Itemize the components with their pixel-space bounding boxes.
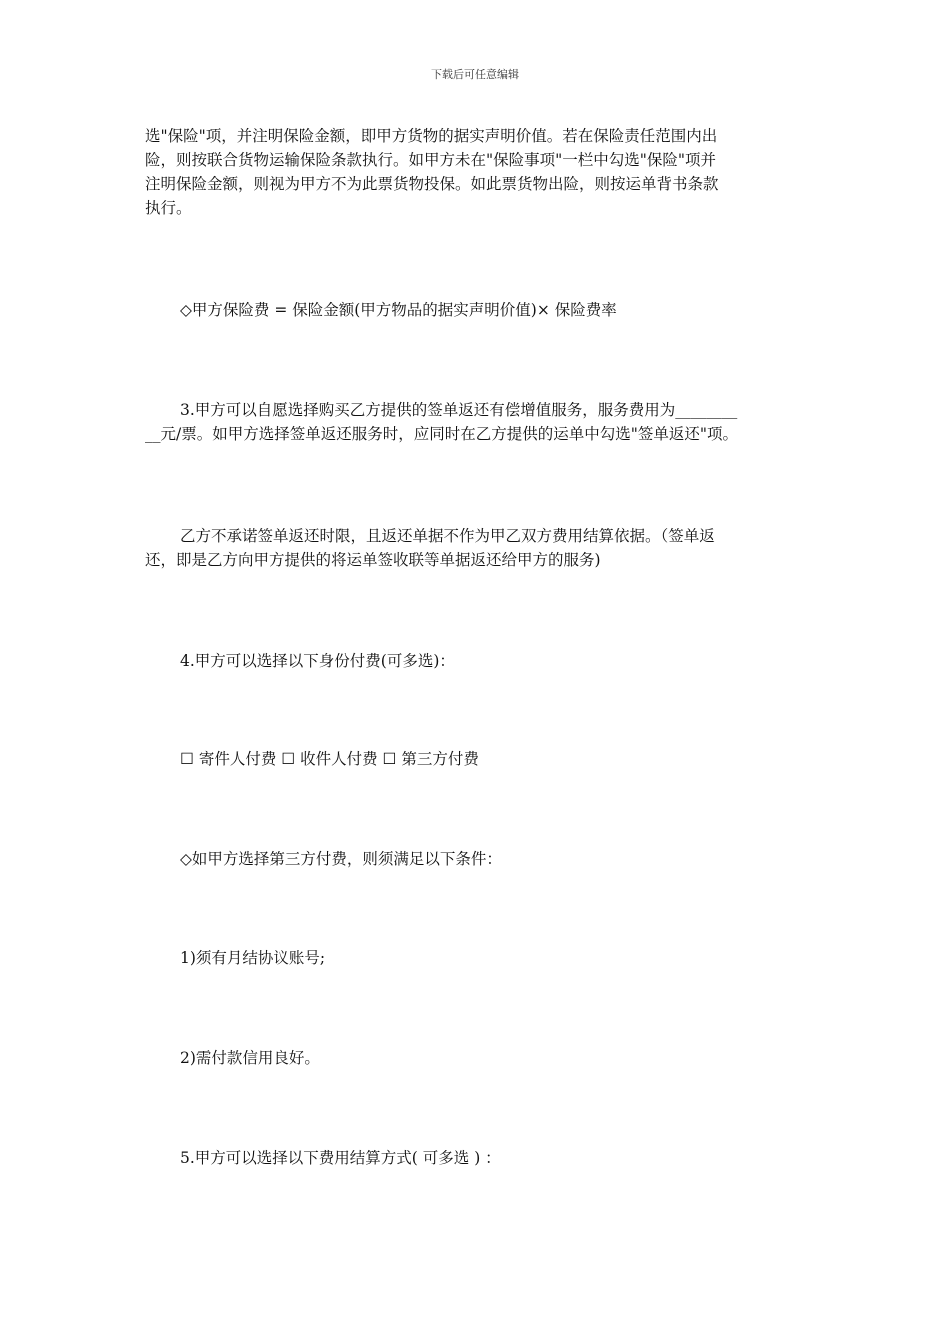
- third-party-condition-heading: [180, 847, 850, 871]
- text-line: __元/票。如甲方选择签单返还服务时，应同时在乙方提供的运单中勾选"签单返还"项。: [145, 425, 738, 443]
- condition-text: 1)须有月结协议账号;: [180, 949, 326, 967]
- payment-identity-heading: [180, 649, 850, 673]
- text-line: 险，则按联合货物运输保险条款执行。如甲方未在"保险事项"一栏中勾选"保险"项并: [145, 151, 717, 169]
- heading-text: 4.甲方可以选择以下身份付费(可多选)：: [180, 652, 455, 670]
- text-line: 还，即是乙方向甲方提供的将运单签收联等单据返还给甲方的服务): [145, 551, 601, 569]
- page-header: 下载后可任意编辑: [431, 68, 519, 81]
- payment-options: [180, 747, 850, 771]
- condition-text: ◇如甲方选择第三方付费，则须满足以下条件：: [180, 850, 502, 868]
- text-line: 注明保险金额，则视为甲方不为此票货物投保。如此票货物出险，则按运单背书条款: [145, 175, 719, 193]
- sign-return-disclaimer: [145, 524, 815, 572]
- text-line: 选"保险"项，并注明保险金额，即甲方货物的据实声明价值。若在保险责任范围内出: [145, 127, 718, 145]
- text-line: 执行。: [145, 199, 192, 217]
- insurance-fee-formula: [180, 298, 850, 322]
- sign-return-paragraph: [145, 398, 815, 446]
- condition-item-2: [180, 1046, 850, 1070]
- checkbox-options-text: ☐ 寄件人付费 ☐ 收件人付费 ☐ 第三方付费: [180, 750, 479, 768]
- condition-item-1: [180, 946, 850, 970]
- settlement-method-heading: [180, 1146, 850, 1170]
- condition-text: 2)需付款信用良好。: [180, 1049, 320, 1067]
- text-line: 3.甲方可以自愿选择购买乙方提供的签单返还有偿增值服务，服务费用为________: [180, 401, 738, 419]
- text-line: 乙方不承诺签单返还时限，且返还单据不作为甲乙双方费用结算依据。（签单返: [180, 527, 715, 545]
- heading-text: 5.甲方可以选择以下费用结算方式( 可多选 ) ：: [180, 1149, 501, 1167]
- insurance-paragraph: [145, 124, 815, 220]
- formula-text: ◇甲方保险费 = 保险金额(甲方物品的据实声明价值)× 保险费率: [180, 301, 617, 319]
